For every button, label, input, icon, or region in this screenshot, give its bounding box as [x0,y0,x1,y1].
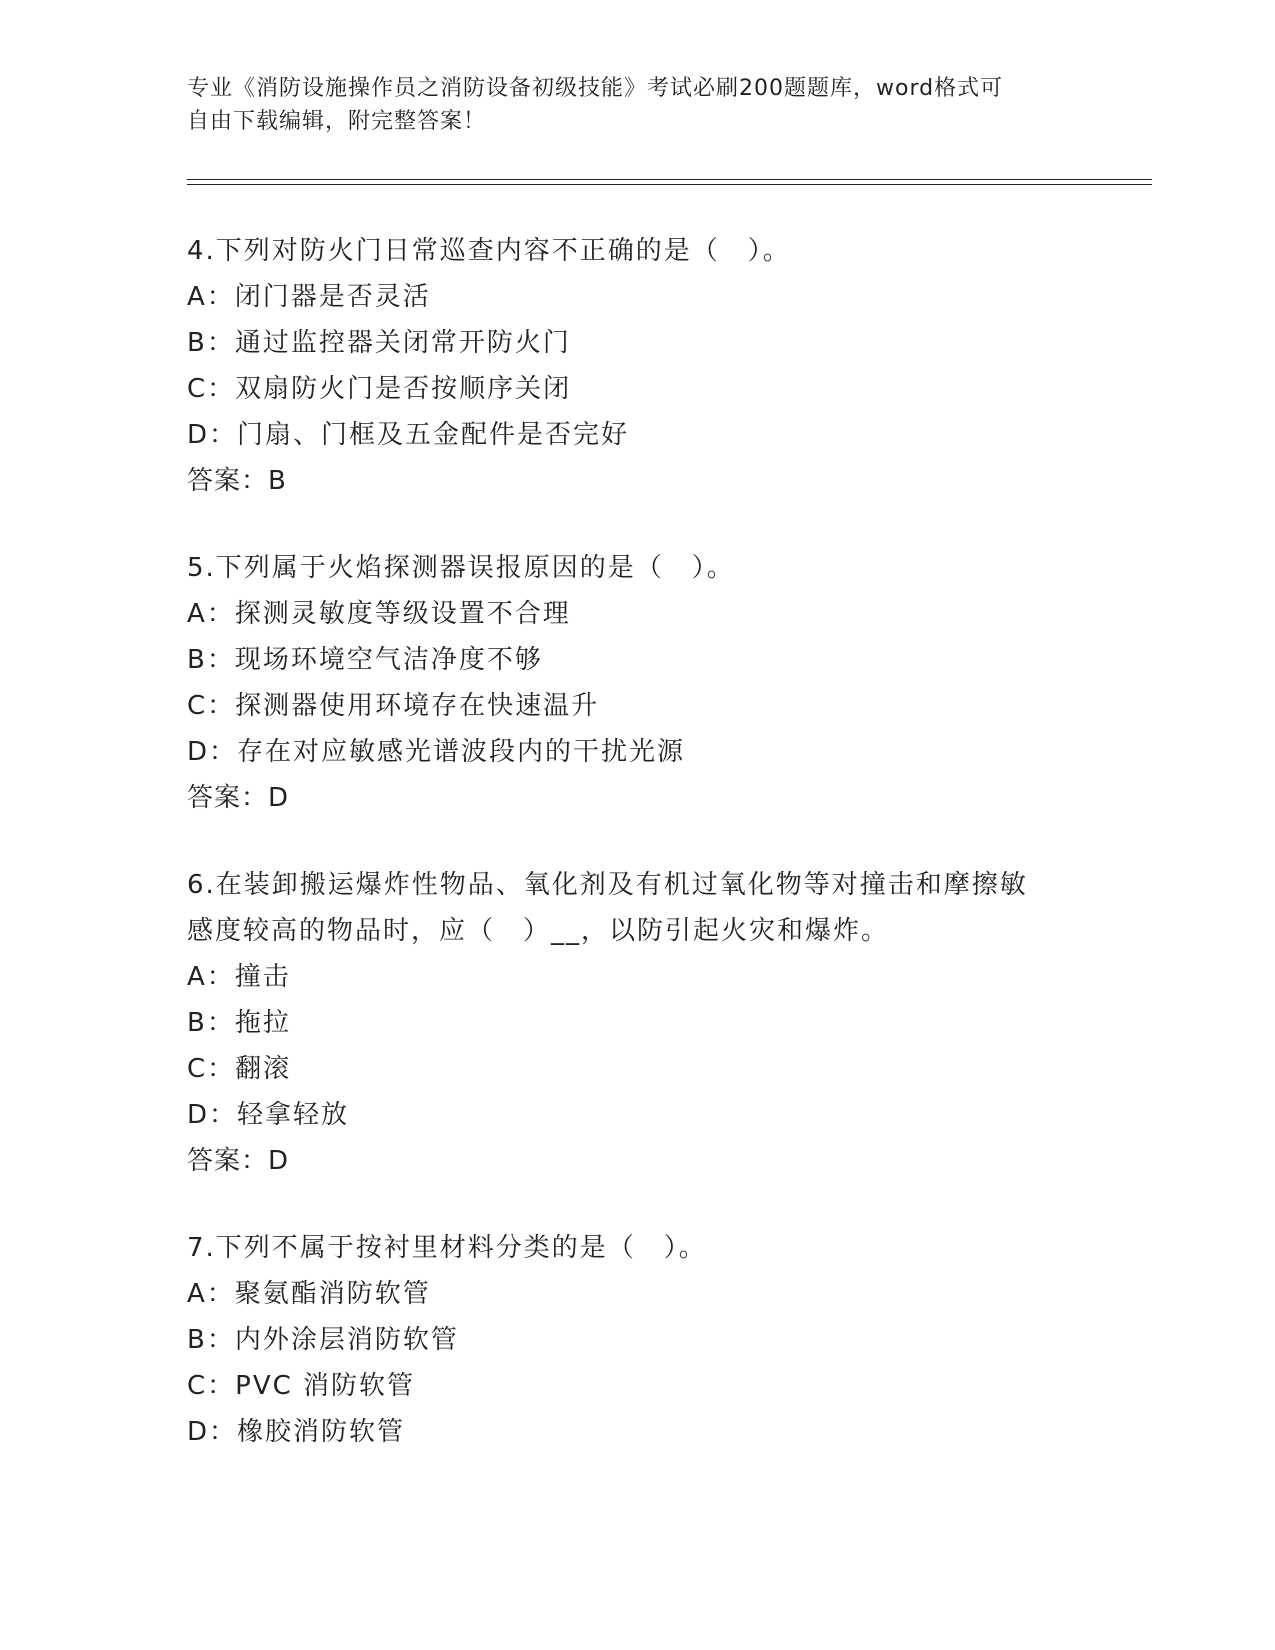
question-stem: 5.下列属于火焰探测器误报原因的是（ ）。 [187,553,735,583]
option-a: A：探测灵敏度等级设置不合理 [187,599,571,629]
answer: 答案：B [187,466,287,496]
option-a: A：撞击 [187,962,291,992]
option-c: C：翻滚 [187,1054,292,1084]
header-divider-bottom [187,184,1152,185]
option-d: D：门扇、门框及五金配件是否完好 [187,420,630,450]
option-b: B：内外涂层消防软管 [187,1325,459,1355]
header-divider-top [187,179,1152,180]
question-7 [187,1225,1087,1455]
question-5 [187,545,1087,821]
answer: 答案：D [187,783,290,813]
question-stem-line-1: 6.在装卸搬运爆炸性物品、氧化剂及有机过氧化物等对撞击和摩擦敏 [187,870,1028,900]
option-b: B：通过监控器关闭常开防火门 [187,328,571,358]
question-stem: 4.下列对防火门日常巡查内容不正确的是（ ）。 [187,236,791,266]
question-6 [187,862,1087,1184]
option-d: D：轻拿轻放 [187,1100,350,1130]
option-d: D：橡胶消防软管 [187,1417,406,1447]
header-line-1: 专业《消防设施操作员之消防设备初级技能》考试必刷200题题库，word格式可 [187,76,1004,101]
option-a: A：闭门器是否灵活 [187,282,431,312]
header-line-2: 自由下载编辑，附完整答案！ [187,109,487,134]
question-4 [187,228,1087,504]
question-stem: 7.下列不属于按衬里材料分类的是（ ）。 [187,1233,707,1263]
option-b: B：现场环境空气洁净度不够 [187,645,543,675]
option-b: B：拖拉 [187,1008,291,1038]
option-a: A：聚氨酯消防软管 [187,1279,431,1309]
option-c: C：探测器使用环境存在快速温升 [187,691,600,721]
question-stem-line-2: 感度较高的物品时，应（ ）__，以防引起火灾和爆炸。 [187,916,890,946]
option-c: C：PVC 消防软管 [187,1371,416,1401]
answer: 答案：D [187,1146,290,1176]
document-header [187,72,1087,138]
option-d: D：存在对应敏感光谱波段内的干扰光源 [187,737,686,767]
option-c: C：双扇防火门是否按顺序关闭 [187,374,572,404]
